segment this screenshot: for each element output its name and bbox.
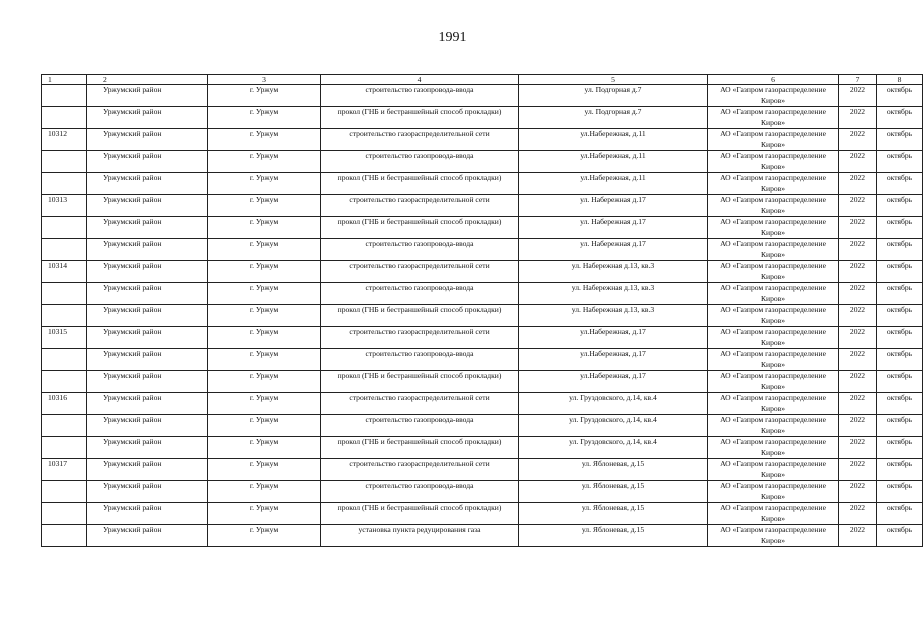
cell-year: 2022 (839, 349, 877, 371)
cell-year: 2022 (839, 481, 877, 503)
cell-id (42, 173, 87, 195)
cell-id: 10316 (42, 393, 87, 415)
cell-organization: АО «Газпром газораспределение Киров» (708, 481, 839, 503)
cell-organization: АО «Газпром газораспределение Киров» (708, 437, 839, 459)
cell-id (42, 349, 87, 371)
cell-address: ул. Яблоневая, д.15 (519, 503, 708, 525)
header-col-1: 1 (42, 75, 87, 85)
cell-organization: АО «Газпром газораспределение Киров» (708, 415, 839, 437)
cell-address: ул.Набережная, д.11 (519, 151, 708, 173)
cell-id (42, 305, 87, 327)
cell-id (42, 217, 87, 239)
cell-district: Уржумский район (87, 107, 208, 129)
cell-work: строительство газораспределительной сети (321, 393, 519, 415)
cell-city: г. Уржум (208, 261, 321, 283)
cell-id (42, 415, 87, 437)
cell-id (42, 371, 87, 393)
cell-city: г. Уржум (208, 459, 321, 481)
cell-id (42, 481, 87, 503)
cell-work: строительство газораспределительной сети (321, 195, 519, 217)
cell-year: 2022 (839, 305, 877, 327)
cell-city: г. Уржум (208, 239, 321, 261)
cell-city: г. Уржум (208, 151, 321, 173)
cell-month: октябрь (877, 481, 923, 503)
table-row (42, 437, 923, 459)
cell-organization: АО «Газпром газораспределение Киров» (708, 503, 839, 525)
cell-month: октябрь (877, 173, 923, 195)
header-col-5: 5 (519, 75, 708, 85)
cell-id (42, 151, 87, 173)
cell-city: г. Уржум (208, 283, 321, 305)
cell-work: строительство газораспределительной сети (321, 459, 519, 481)
cell-work: прокол (ГНБ и бестраншейный способ прокладки) (321, 503, 519, 525)
table-row (42, 349, 923, 371)
cell-work: прокол (ГНБ и бестраншейный способ прокладки) (321, 371, 519, 393)
cell-year: 2022 (839, 371, 877, 393)
cell-city: г. Уржум (208, 195, 321, 217)
cell-month: октябрь (877, 503, 923, 525)
cell-work: строительство газораспределительной сети (321, 129, 519, 151)
cell-id: 10317 (42, 459, 87, 481)
cell-organization: АО «Газпром газораспределение Киров» (708, 525, 839, 547)
cell-organization: АО «Газпром газораспределение Киров» (708, 173, 839, 195)
cell-work: строительство газопровода-ввода (321, 151, 519, 173)
cell-id (42, 239, 87, 261)
cell-year: 2022 (839, 195, 877, 217)
cell-work: строительство газопровода-ввода (321, 85, 519, 107)
cell-district: Уржумский район (87, 305, 208, 327)
cell-id: 10315 (42, 327, 87, 349)
cell-district: Уржумский район (87, 503, 208, 525)
cell-city: г. Уржум (208, 85, 321, 107)
cell-year: 2022 (839, 525, 877, 547)
cell-address: ул. Набережная д.17 (519, 217, 708, 239)
cell-district: Уржумский район (87, 151, 208, 173)
cell-year: 2022 (839, 415, 877, 437)
cell-district: Уржумский район (87, 437, 208, 459)
cell-address: ул. Груздовского, д.14, кв.4 (519, 437, 708, 459)
cell-work: строительство газораспределительной сети (321, 261, 519, 283)
cell-work: строительство газопровода-ввода (321, 283, 519, 305)
cell-year: 2022 (839, 85, 877, 107)
cell-year: 2022 (839, 217, 877, 239)
header-col-6: 6 (708, 75, 839, 85)
cell-year: 2022 (839, 239, 877, 261)
cell-year: 2022 (839, 393, 877, 415)
cell-organization: АО «Газпром газораспределение Киров» (708, 393, 839, 415)
cell-district: Уржумский район (87, 195, 208, 217)
table-body (42, 85, 923, 547)
cell-year: 2022 (839, 173, 877, 195)
cell-year: 2022 (839, 283, 877, 305)
cell-year: 2022 (839, 459, 877, 481)
cell-address: ул.Набережная, д.11 (519, 173, 708, 195)
cell-city: г. Уржум (208, 503, 321, 525)
cell-organization: АО «Газпром газораспределение Киров» (708, 85, 839, 107)
cell-address: ул.Набережная, д.17 (519, 371, 708, 393)
cell-work: прокол (ГНБ и бестраншейный способ прокладки) (321, 305, 519, 327)
cell-district: Уржумский район (87, 239, 208, 261)
cell-address: ул. Набережная д.13, кв.3 (519, 305, 708, 327)
cell-month: октябрь (877, 437, 923, 459)
cell-address: ул. Набережная д.13, кв.3 (519, 283, 708, 305)
cell-district: Уржумский район (87, 481, 208, 503)
cell-month: октябрь (877, 195, 923, 217)
cell-city: г. Уржум (208, 371, 321, 393)
cell-district: Уржумский район (87, 415, 208, 437)
cell-month: октябрь (877, 151, 923, 173)
cell-city: г. Уржум (208, 393, 321, 415)
table-row (42, 151, 923, 173)
cell-work: строительство газопровода-ввода (321, 481, 519, 503)
cell-id: 10314 (42, 261, 87, 283)
cell-city: г. Уржум (208, 217, 321, 239)
cell-work: строительство газопровода-ввода (321, 239, 519, 261)
header-col-3: 3 (208, 75, 321, 85)
cell-address: ул. Груздовского, д.14, кв.4 (519, 415, 708, 437)
cell-month: октябрь (877, 415, 923, 437)
cell-year: 2022 (839, 503, 877, 525)
cell-address: ул. Набережная д.17 (519, 195, 708, 217)
cell-district: Уржумский район (87, 85, 208, 107)
cell-organization: АО «Газпром газораспределение Киров» (708, 239, 839, 261)
table-row (42, 393, 923, 415)
cell-organization: АО «Газпром газораспределение Киров» (708, 195, 839, 217)
header-col-8: 8 (877, 75, 923, 85)
cell-id: 10312 (42, 129, 87, 151)
cell-address: ул. Яблоневая, д.15 (519, 459, 708, 481)
cell-organization: АО «Газпром газораспределение Киров» (708, 305, 839, 327)
cell-work: строительство газораспределительной сети (321, 327, 519, 349)
cell-id: 10313 (42, 195, 87, 217)
cell-month: октябрь (877, 371, 923, 393)
cell-city: г. Уржум (208, 173, 321, 195)
cell-month: октябрь (877, 349, 923, 371)
table-row (42, 85, 923, 107)
table-row (42, 239, 923, 261)
cell-district: Уржумский район (87, 459, 208, 481)
cell-district: Уржумский район (87, 349, 208, 371)
header-col-4: 4 (321, 75, 519, 85)
cell-address: ул. Набережная д.17 (519, 239, 708, 261)
cell-organization: АО «Газпром газораспределение Киров» (708, 327, 839, 349)
cell-address: ул. Подгорная д.7 (519, 85, 708, 107)
table-row (42, 129, 923, 151)
cell-month: октябрь (877, 85, 923, 107)
cell-district: Уржумский район (87, 525, 208, 547)
cell-address: ул. Набережная д.13, кв.3 (519, 261, 708, 283)
page-number: 1991 (438, 30, 467, 45)
cell-month: октябрь (877, 239, 923, 261)
cell-district: Уржумский район (87, 217, 208, 239)
table-row (42, 481, 923, 503)
cell-district: Уржумский район (87, 173, 208, 195)
cell-address: ул.Набережная, д.11 (519, 129, 708, 151)
cell-id (42, 283, 87, 305)
cell-id (42, 437, 87, 459)
cell-work: строительство газопровода-ввода (321, 415, 519, 437)
cell-district: Уржумский район (87, 371, 208, 393)
cell-city: г. Уржум (208, 129, 321, 151)
cell-year: 2022 (839, 261, 877, 283)
cell-year: 2022 (839, 437, 877, 459)
cell-city: г. Уржум (208, 349, 321, 371)
cell-organization: АО «Газпром газораспределение Киров» (708, 129, 839, 151)
cell-month: октябрь (877, 217, 923, 239)
table-row (42, 261, 923, 283)
cell-district: Уржумский район (87, 393, 208, 415)
table-row (42, 503, 923, 525)
cell-address: ул. Подгорная д.7 (519, 107, 708, 129)
cell-id (42, 107, 87, 129)
table-row (42, 195, 923, 217)
cell-organization: АО «Газпром газораспределение Киров» (708, 151, 839, 173)
works-table (41, 74, 923, 547)
cell-organization: АО «Газпром газораспределение Киров» (708, 107, 839, 129)
cell-month: октябрь (877, 459, 923, 481)
cell-organization: АО «Газпром газораспределение Киров» (708, 217, 839, 239)
table-row (42, 327, 923, 349)
cell-organization: АО «Газпром газораспределение Киров» (708, 349, 839, 371)
table-row (42, 371, 923, 393)
header-col-2: 2 (87, 75, 208, 85)
cell-city: г. Уржум (208, 305, 321, 327)
cell-city: г. Уржум (208, 481, 321, 503)
cell-year: 2022 (839, 151, 877, 173)
cell-month: октябрь (877, 393, 923, 415)
cell-month: октябрь (877, 525, 923, 547)
cell-work: прокол (ГНБ и бестраншейный способ прокладки) (321, 437, 519, 459)
cell-month: октябрь (877, 261, 923, 283)
cell-work: прокол (ГНБ и бестраншейный способ прокладки) (321, 107, 519, 129)
cell-id (42, 525, 87, 547)
cell-id (42, 85, 87, 107)
cell-address: ул.Набережная, д.17 (519, 349, 708, 371)
cell-city: г. Уржум (208, 525, 321, 547)
cell-organization: АО «Газпром газораспределение Киров» (708, 283, 839, 305)
table-row (42, 173, 923, 195)
cell-city: г. Уржум (208, 437, 321, 459)
cell-organization: АО «Газпром газораспределение Киров» (708, 371, 839, 393)
table-row (42, 525, 923, 547)
cell-organization: АО «Газпром газораспределение Киров» (708, 459, 839, 481)
cell-address: ул. Груздовского, д.14, кв.4 (519, 393, 708, 415)
cell-month: октябрь (877, 129, 923, 151)
cell-district: Уржумский район (87, 283, 208, 305)
cell-organization: АО «Газпром газораспределение Киров» (708, 261, 839, 283)
cell-address: ул.Набережная, д.17 (519, 327, 708, 349)
cell-address: ул. Яблоневая, д.15 (519, 481, 708, 503)
header-row (42, 75, 923, 85)
cell-city: г. Уржум (208, 107, 321, 129)
cell-city: г. Уржум (208, 327, 321, 349)
cell-district: Уржумский район (87, 327, 208, 349)
cell-work: прокол (ГНБ и бестраншейный способ прокладки) (321, 217, 519, 239)
cell-address: ул. Яблоневая, д.15 (519, 525, 708, 547)
cell-year: 2022 (839, 129, 877, 151)
cell-work: установка пункта редуцирования газа (321, 525, 519, 547)
cell-month: октябрь (877, 327, 923, 349)
table-row (42, 415, 923, 437)
cell-id (42, 503, 87, 525)
cell-month: октябрь (877, 107, 923, 129)
cell-month: октябрь (877, 283, 923, 305)
table-row (42, 217, 923, 239)
table-row (42, 283, 923, 305)
cell-work: прокол (ГНБ и бестраншейный способ прокладки) (321, 173, 519, 195)
cell-district: Уржумский район (87, 261, 208, 283)
cell-month: октябрь (877, 305, 923, 327)
header-col-7: 7 (839, 75, 877, 85)
table-row (42, 459, 923, 481)
table-row (42, 107, 923, 129)
cell-year: 2022 (839, 327, 877, 349)
cell-work: строительство газопровода-ввода (321, 349, 519, 371)
cell-district: Уржумский район (87, 129, 208, 151)
table-row (42, 305, 923, 327)
cell-year: 2022 (839, 107, 877, 129)
cell-city: г. Уржум (208, 415, 321, 437)
